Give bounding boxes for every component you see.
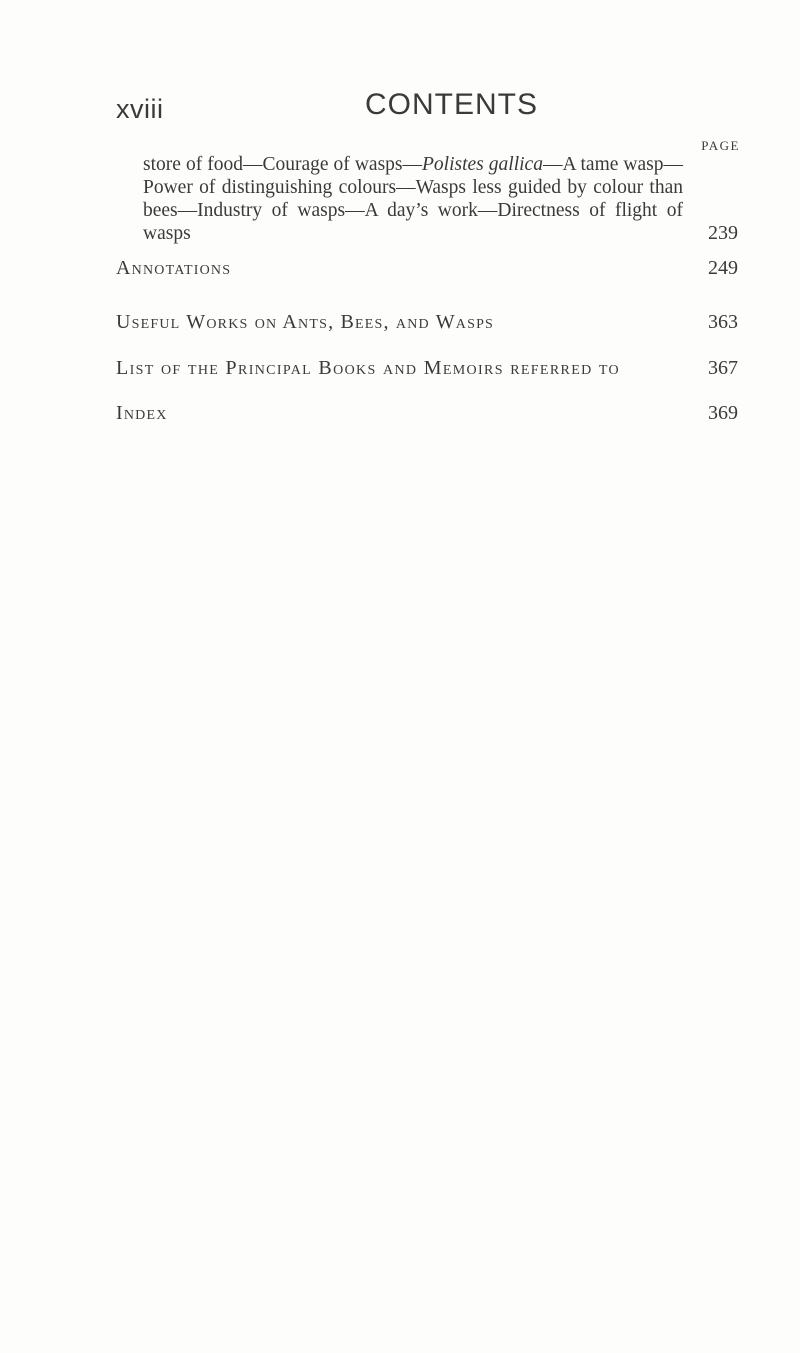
toc-entry-italic-species: Polistes gallica: [422, 154, 543, 175]
toc-entry-page-number: 367: [708, 357, 738, 379]
toc-entry-text-end: —A tame wasp—Power of distinguishing colours—Wasps less guided by colour than bees—Industry of wasps—A day’s work—Directness of flight of wasps: [143, 154, 683, 244]
toc-entry-index: [116, 402, 738, 428]
running-head: [116, 88, 736, 128]
toc-entry-page-number: 249: [708, 257, 738, 279]
toc-entry-label: List of the Principal Books and Memoirs referred to: [116, 357, 621, 379]
page-folio: xviii: [116, 94, 164, 124]
toc-entry-annotations: [116, 257, 738, 283]
page-title: CONTENTS: [365, 88, 538, 121]
toc-entry-label: Annotations: [116, 257, 232, 279]
toc-entry-page-number: 239: [708, 222, 738, 244]
page-column-label: PAGE: [701, 138, 740, 153]
toc-entry-page-number: 363: [708, 311, 738, 333]
toc-entry-useful-works: [116, 311, 738, 337]
toc-entry-text: [143, 153, 683, 245]
toc-entry-label: Index: [116, 402, 168, 424]
toc-entry-text-start: store of food—Courage of wasps—: [143, 154, 422, 175]
toc-entry-label: Useful Works on Ants, Bees, and Wasps: [116, 311, 495, 333]
toc-entry-principal-books: [116, 357, 738, 383]
toc-entry-continued: [143, 153, 738, 245]
toc-entry-page-number: 369: [708, 402, 738, 424]
